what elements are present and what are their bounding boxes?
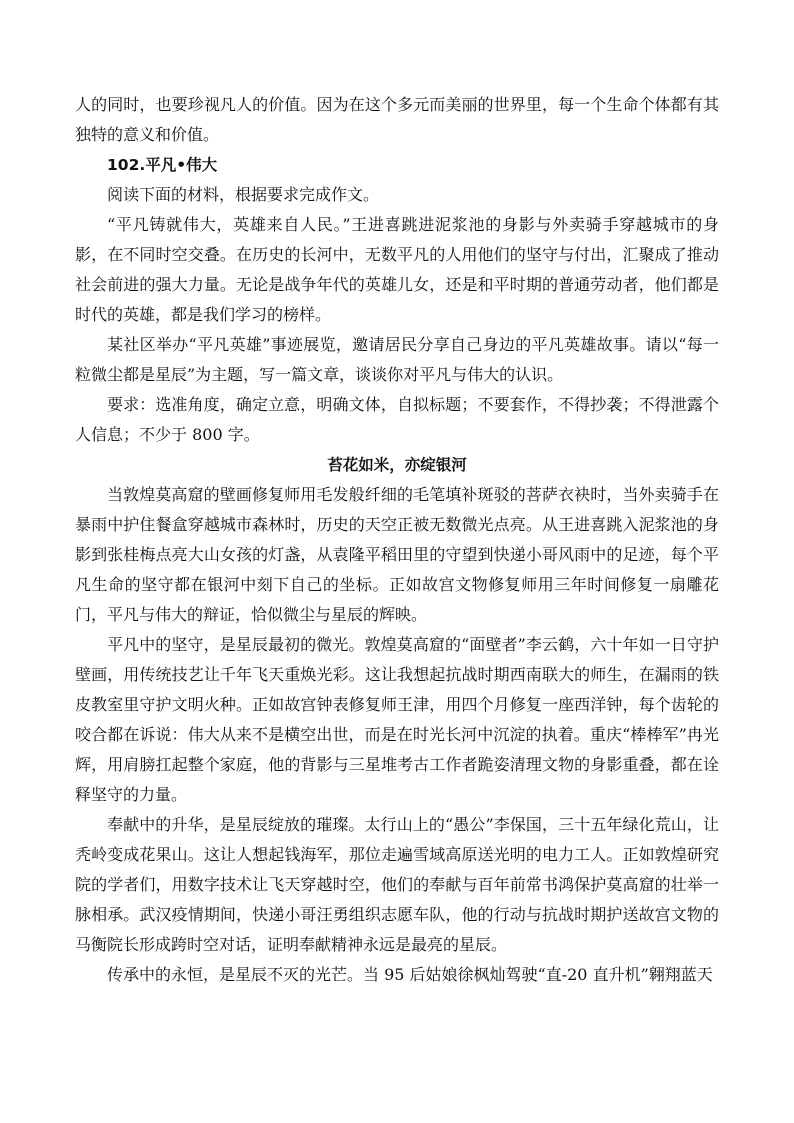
instruction-paragraph: 阅读下面的材料，根据要求完成作文。 [107,185,380,204]
section-heading: 102.平凡•伟大 [107,156,218,174]
continuation-paragraph: 人的同时，也要珍视凡人的价值。因为在这个多元而美丽的世界里，每一个生命个体都有其独特的意义和价值。 [75,95,719,144]
task-paragraph: 某社区举办“平凡英雄”事迹展览，邀请居民分享自己身边的平凡英雄故事。请以“每一粒微尘都是星辰”为主题，写一篇文章，谈谈你对平凡与伟大的认识。 [75,335,719,384]
essay-title: 苔花如米，亦绽银河 [327,456,467,474]
essay-paragraph-3: 奉献中的升华，是星辰绽放的璀璨。太行山上的“愚公”李保国，三十五年绿化荒山，让秃岭变成花果山。这让人想起钱海军，那位走遍雪域高原送光明的电力工人。正如敦煌研究院的学者们，用数字技术让飞天穿越时空，他们的奉献与百年前常书鸿保护莫高窟的壮举一脉相承。武汉疫情期间，快递小哥汪勇组织志愿车队，他的行动与抗战时期护送故宫文物的马衡院长形成跨时空对话，证明奉献精神永远是最亮的星辰。 [75,815,719,954]
material-paragraph: “平凡铸就伟大，英雄来自人民。”王进喜跳进泥浆池的身影与外卖骑手穿越城市的身影，在不同时空交叠。在历史的长河中，无数平凡的人用他们的坚守与付出，汇聚成了推动社会前进的强大力量。无论是战争年代的英雄儿女，还是和平时期的普通劳动者，他们都是时代的英雄，都是我们学习的榜样。 [75,215,719,324]
essay-paragraph-4: 传承中的永恒，是星辰不灭的光芒。当 95 后姑娘徐枫灿驾驶“直-20 直升机”翱翔蓝天 [107,965,713,984]
essay-paragraph-2: 平凡中的坚守，是星辰最初的微光。敦煌莫高窟的“面壁者”李云鹤，六十年如一日守护壁画，用传统技艺让千年飞天重焕光彩。这让我想起抗战时期西南联大的师生，在漏雨的铁皮教室里守护文明火种。正如故宫钟表修复师王津，用四个月修复一座西洋钟，每个齿轮的咬合都在诉说：伟大从来不是横空出世，而是在时光长河中沉淀的执着。重庆“棒棒军”冉光辉，用肩膀扛起整个家庭，他的背影与三星堆考古工作者跪姿清理文物的身影重叠，都在诠释坚守的力量。 [75,635,719,804]
document-page [75,90,719,990]
essay-paragraph-1: 当敦煌莫高窟的壁画修复师用毛发般纤细的毛笔填补斑驳的菩萨衣袂时，当外卖骑手在暴雨中护住餐盒穿越城市森林时，历史的天空正被无数微光点亮。从王进喜跳入泥浆池的身影到张桂梅点亮大山女孩的灯盏，从袁隆平稻田里的守望到快递小哥风雨中的足迹，每个平凡生命的坚守都在银河中刻下自己的坐标。正如故宫文物修复师用三年时间修复一扇雕花门，平凡与伟大的辩证，恰似微尘与星辰的辉映。 [75,485,719,624]
requirements-paragraph: 要求：选准角度，确定立意，明确文体，自拟标题；不要套作，不得抄袭；不得泄露个人信息；不少于 800 字。 [75,395,719,444]
